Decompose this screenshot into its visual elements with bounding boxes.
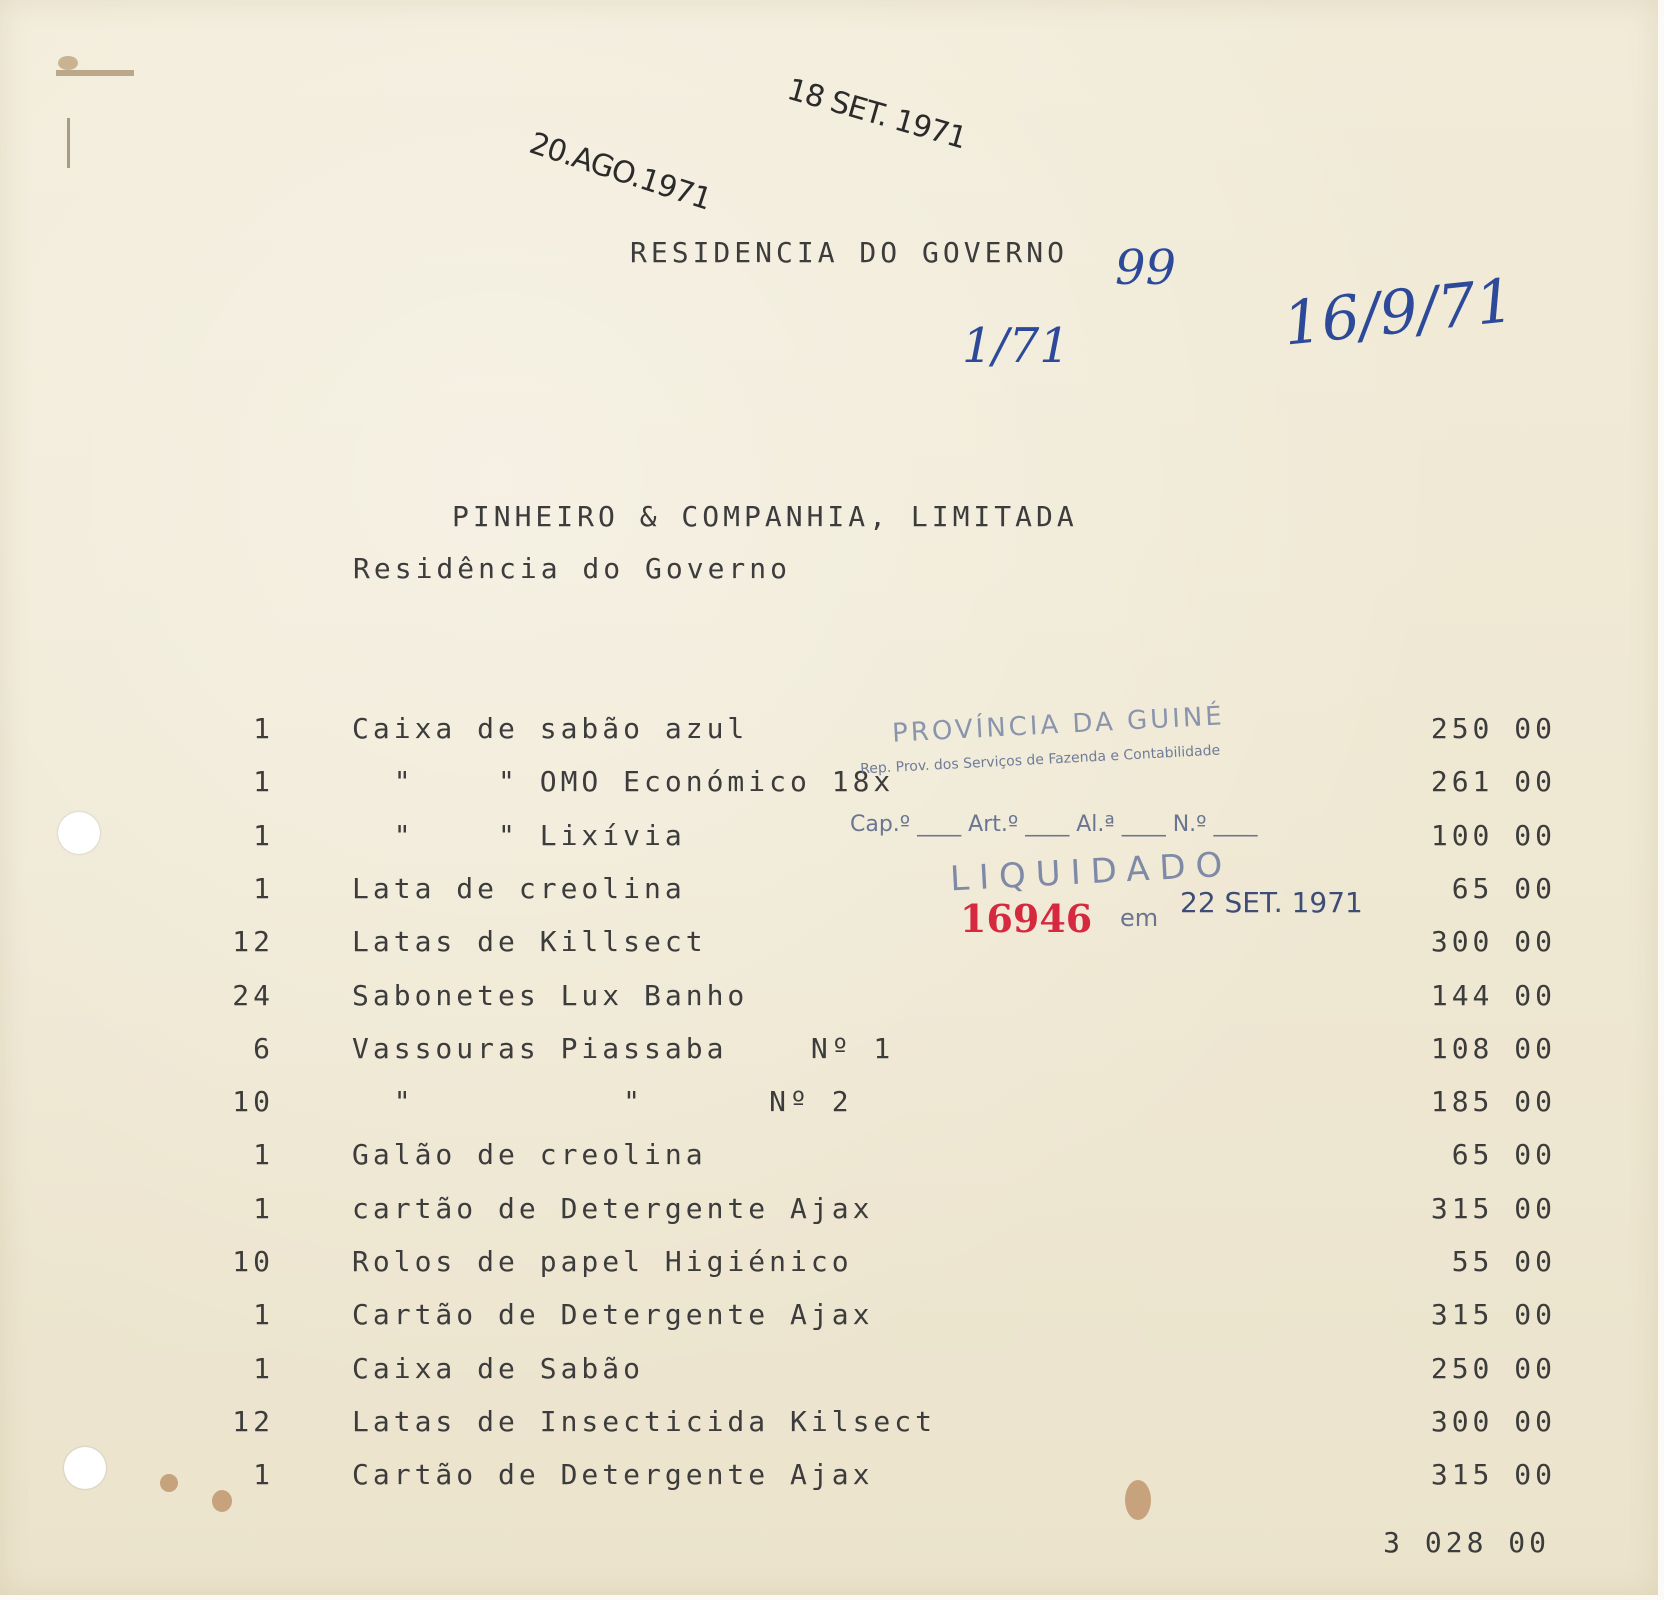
item-description: Latas de Insecticida Kilsect — [352, 1405, 937, 1438]
item-description: Latas de Killsect — [352, 925, 707, 958]
total-amount: 3 028 00 — [1383, 1526, 1550, 1559]
item-quantity: 1 — [253, 1352, 274, 1385]
item-description: Cartão de Detergente Ajax — [352, 1298, 874, 1331]
item-quantity: 1 — [253, 712, 274, 745]
item-amount: 65 00 — [1451, 872, 1556, 905]
item-quantity: 10 — [232, 1245, 274, 1278]
item-description: cartão de Detergente Ajax — [352, 1192, 874, 1225]
item-amount: 261 00 — [1430, 765, 1556, 798]
item-quantity: 1 — [253, 819, 274, 852]
item-description: Rolos de papel Higiénico — [352, 1245, 853, 1278]
stamp-em: em — [1120, 904, 1159, 932]
item-amount: 300 00 — [1430, 925, 1556, 958]
received-date-stamp: 20.AGO.1971 — [525, 126, 716, 218]
stamp-number: 16946 — [960, 896, 1093, 941]
item-description: Sabonetes Lux Banho — [352, 979, 749, 1012]
item-description: Vassouras Piassaba Nº 1 — [352, 1032, 895, 1065]
item-description: " " Nº 2 — [352, 1085, 853, 1118]
item-quantity: 1 — [253, 1192, 274, 1225]
item-quantity: 1 — [253, 765, 274, 798]
item-quantity: 1 — [253, 1138, 274, 1171]
item-quantity: 1 — [253, 1298, 274, 1331]
document-title: RESIDENCIA DO GOVERNO — [630, 236, 1069, 269]
liquidado-stamp — [850, 700, 1363, 960]
item-amount: 100 00 — [1430, 819, 1556, 852]
item-amount: 185 00 — [1430, 1085, 1556, 1118]
item-quantity: 12 — [232, 925, 274, 958]
item-description: Cartão de Detergente Ajax — [352, 1458, 874, 1491]
item-description: Caixa de Sabão — [352, 1352, 645, 1385]
item-quantity: 10 — [232, 1085, 274, 1118]
item-amount: 55 00 — [1451, 1245, 1556, 1278]
item-amount: 315 00 — [1430, 1458, 1556, 1491]
recipient-name: Residência do Governo — [353, 552, 792, 585]
item-description: Caixa de sabão azul — [352, 712, 749, 745]
stamp-liquidation-date: 22 SET. 1971 — [1180, 886, 1363, 919]
supplier-name: PINHEIRO & COMPANHIA, LIMITADA — [452, 500, 1078, 533]
item-amount: 315 00 — [1430, 1298, 1556, 1331]
item-quantity: 12 — [232, 1405, 274, 1438]
item-amount: 108 00 — [1430, 1032, 1556, 1065]
stamp-fields: Cap.º ____ Art.º ____ Al.ª ____ N.º ____ — [850, 812, 1258, 837]
handwritten-date: 16/9/71 — [1280, 265, 1518, 360]
stamp-liquidado-word: LIQUIDADO — [949, 844, 1234, 900]
item-amount: 144 00 — [1430, 979, 1556, 1012]
item-quantity: 24 — [232, 979, 274, 1012]
item-amount: 250 00 — [1430, 712, 1556, 745]
item-quantity: 1 — [253, 872, 274, 905]
handwritten-number: 99 — [1115, 240, 1177, 296]
item-amount: 315 00 — [1430, 1192, 1556, 1225]
item-quantity: 1 — [253, 1458, 274, 1491]
stamp-province: PROVÍNCIA DA GUINÉ — [891, 701, 1226, 749]
item-amount: 250 00 — [1430, 1352, 1556, 1385]
item-description: Lata de creolina — [352, 872, 686, 905]
item-description: Galão de creolina — [352, 1138, 707, 1171]
received-date-stamp: 18 SET. 1971 — [783, 72, 970, 157]
item-amount: 300 00 — [1430, 1405, 1556, 1438]
item-description: " " OMO Económico 18x — [352, 765, 895, 798]
item-amount: 65 00 — [1451, 1138, 1556, 1171]
stamp-department: Rep. Prov. dos Serviços de Fazenda e Contabilidade — [859, 742, 1221, 778]
handwritten-reference: 1/71 — [962, 318, 1070, 374]
item-description: " " Lixívia — [352, 819, 686, 852]
item-quantity: 6 — [253, 1032, 274, 1065]
